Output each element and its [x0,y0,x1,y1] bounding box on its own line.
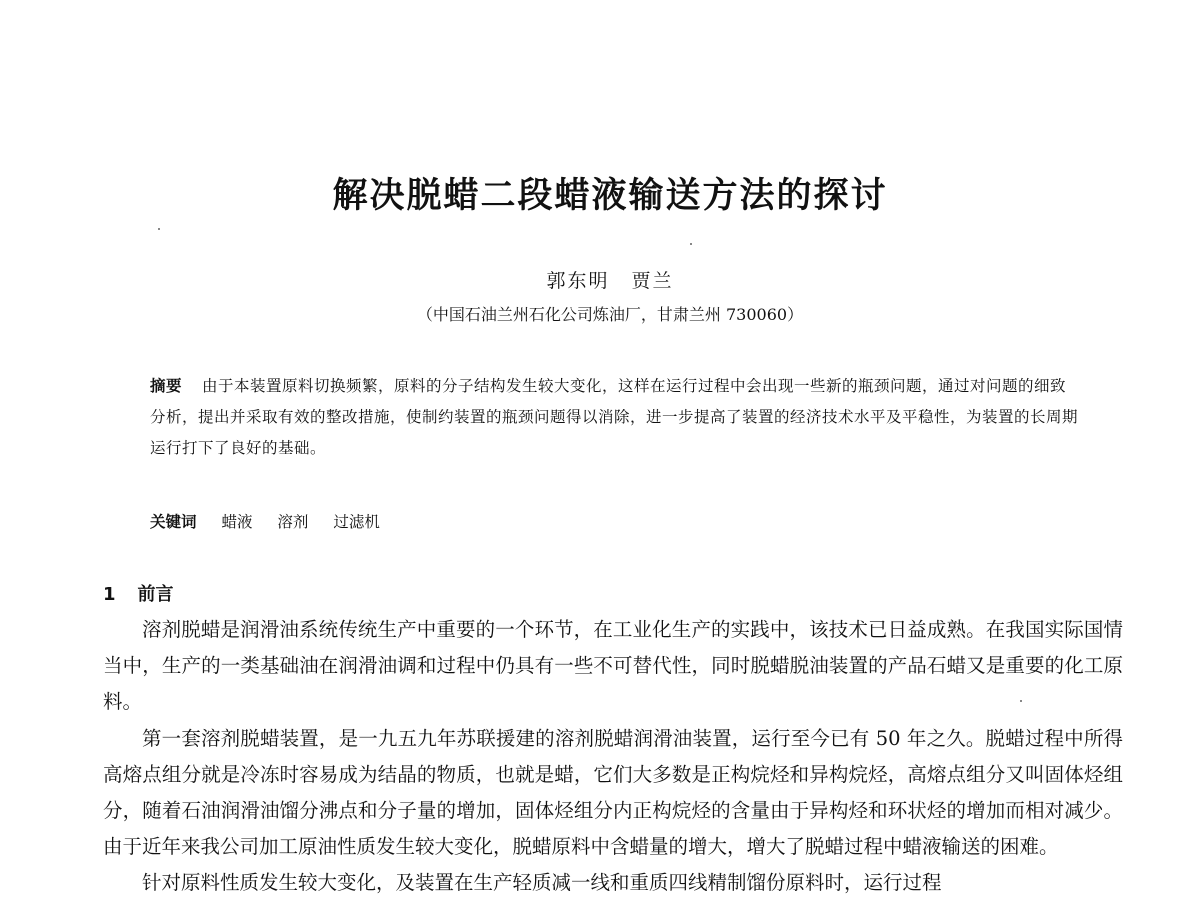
keyword-item: 蜡液 [221,513,253,531]
section-title: 前言 [137,584,174,605]
section-number: 1 [103,584,116,605]
paper-title: 解决脱蜡二段蜡液输送方法的探讨 [332,176,888,216]
affiliation: （中国石油兰州石化公司炼油厂，甘肃兰州 730060） [416,305,804,324]
abstract-text: 由于本装置原料切换频繁，原料的分子结构发生较大变化，这样在运行过程中会出现一些新的瓶颈问题，通过对问题的细致分析，提出并采取有效的整改措施，使制约装置的瓶颈问题得以消除，进一步提高了装置的经济技术水平及平稳性，为装置的长周期运行打下了良好的基础。 [150,377,1079,457]
body-text [103,612,1123,902]
abstract [150,371,1078,464]
scan-speck [1020,700,1022,702]
keyword-item: 溶剂 [277,513,309,531]
keyword-item: 过滤机 [333,513,380,531]
scan-speck [158,228,160,230]
paragraph: 溶剂脱蜡是润滑油系统传统生产中重要的一个环节，在工业化生产的实践中，该技术已日益成熟。在我国实际国情当中，生产的一类基础油在润滑油调和过程中仍具有一些不可替代性，同时脱蜡脱油装置的产品石蜡又是重要的化工原料。 [103,618,1123,714]
keywords-label: 关键词 [150,513,197,531]
abstract-label: 摘要 [150,377,183,395]
scan-speck [690,243,692,245]
keywords [150,510,400,532]
paragraph: 针对原料性质发生较大变化，及装置在生产轻质减一线和重质四线精制馏份原料时，运行过程 [142,871,942,895]
section-heading [103,580,174,606]
paragraph: 第一套溶剂脱蜡装置，是一九五九年苏联援建的溶剂脱蜡润滑油装置，运行至今已有 50 年之久。脱蜡过程中所得高熔点组分就是冷冻时容易成为结晶的物质，也就是蜡，它们大多数是正构烷烃和异构烷烃，高熔点组分又叫固体烃组分，随着石油润滑油馏分沸点和分子量的增加，固体烃组分内正构烷烃的含量由于异构烃和环状烃的增加而相对减少。由于近年来我公司加工原油性质发生较大变化，脱蜡原料中含蜡量的增大，增大了脱蜡过程中蜡液输送的困难。 [103,726,1123,859]
authors: 郭东明 贾兰 [546,270,674,292]
